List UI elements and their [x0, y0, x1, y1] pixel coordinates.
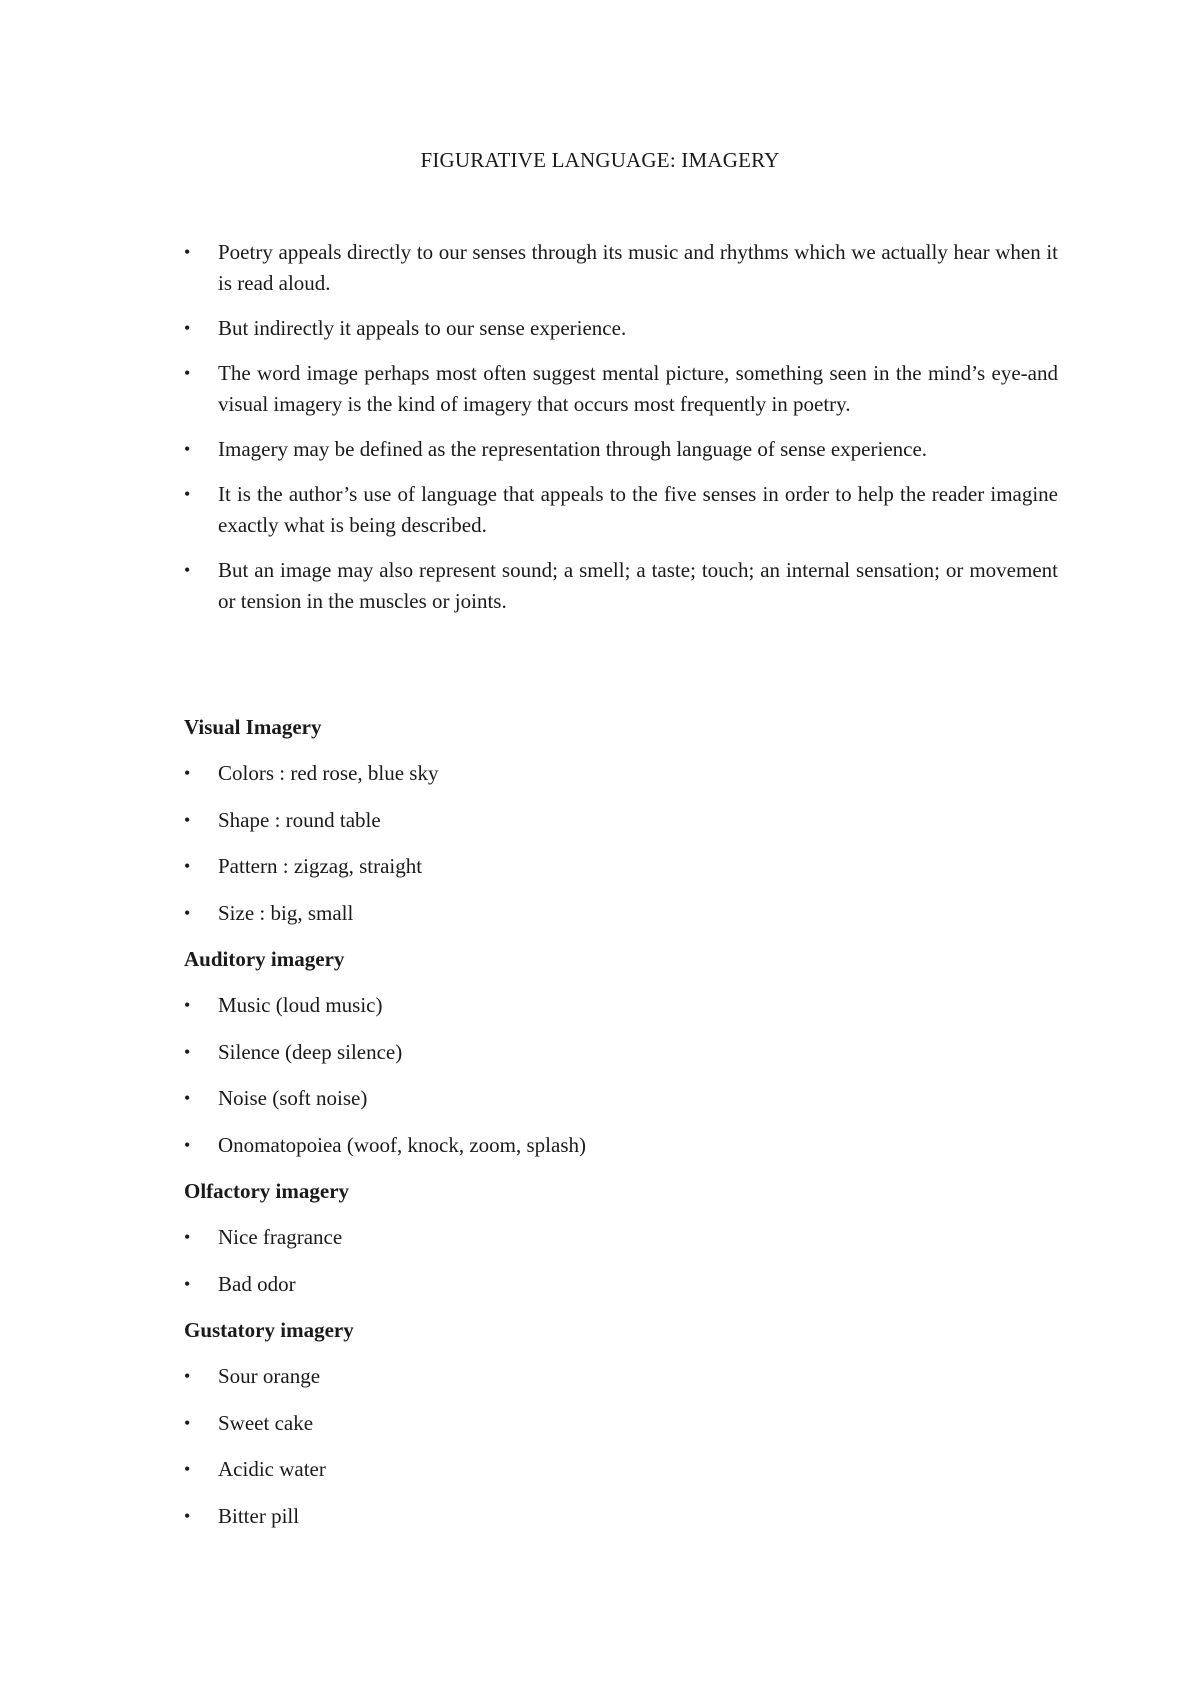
section-list-visual: [184, 758, 1058, 944]
list-item: [184, 898, 1058, 945]
list-item: [184, 1083, 1058, 1130]
list-item: [184, 758, 1058, 805]
list-item-text: Music (loud music): [218, 993, 383, 1017]
bullet: •: [184, 318, 191, 338]
intro-item-text: The word image perhaps most often suggest mental picture, something seen in the mind’s eye-and visual imagery is the kind of imagery that occurs most frequently in poetry.: [218, 361, 1058, 416]
list-item-text: Shape : round table: [218, 807, 381, 832]
list-item-text: Sweet cake: [218, 1410, 314, 1435]
list-item: [184, 851, 1058, 898]
section-heading-visual: Visual Imagery: [184, 715, 322, 739]
list-item-text: Onomatopoiea (woof, knock, zoom, splash): [218, 1132, 587, 1157]
list-item-text: Noise (soft noise): [218, 1086, 368, 1110]
list-item: [184, 1408, 1058, 1455]
section-list-gustatory: [184, 1361, 1058, 1547]
list-item: [184, 990, 1058, 1037]
bullet: •: [184, 995, 191, 1015]
bullet: •: [184, 1366, 191, 1386]
intro-list: [184, 237, 1058, 631]
bullet: •: [184, 560, 191, 580]
list-item: [184, 1361, 1058, 1408]
list-item: [184, 1454, 1058, 1501]
intro-item: [184, 555, 1058, 617]
intro-item: [184, 358, 1058, 420]
bullet: •: [184, 363, 191, 383]
intro-item-text: But an image may also represent sound; a smell; a taste; touch; an internal sensation; or movement or tension in the muscles or joints.: [218, 558, 1058, 613]
intro-item-text: It is the author’s use of language that appeals to the five senses in order to help the reader imagine exactly what is being described.: [218, 482, 1058, 537]
list-item-text: Acidic water: [218, 1457, 326, 1481]
intro-item-text: Poetry appeals directly to our senses through its music and rhythms which we actually hear when it is read aloud.: [218, 240, 1058, 295]
list-item-text: Size : big, small: [218, 900, 354, 925]
bullet: •: [184, 439, 191, 459]
imagery-sections: [184, 712, 1058, 1547]
bullet: •: [184, 1088, 191, 1108]
list-item: [184, 1269, 1058, 1316]
bullet: •: [184, 763, 191, 783]
bullet: •: [184, 902, 191, 923]
bullet: •: [184, 1227, 191, 1247]
list-item: [184, 1037, 1058, 1084]
list-item-text: Pattern : zigzag, straight: [218, 854, 423, 878]
list-item: [184, 1130, 1058, 1177]
section-heading-olfactory: Olfactory imagery: [184, 1179, 350, 1203]
section-heading-gustatory: Gustatory imagery: [184, 1318, 354, 1342]
list-item-text: Bitter pill: [218, 1503, 300, 1528]
bullet: •: [184, 1273, 191, 1294]
bullet: •: [184, 1041, 191, 1062]
intro-item-text: But indirectly it appeals to our sense experience.: [218, 316, 627, 340]
section-list-auditory: [184, 990, 1058, 1176]
section-list-olfactory: [184, 1222, 1058, 1315]
page-title: FIGURATIVE LANGUAGE: IMAGERY: [420, 148, 780, 172]
intro-item-text: Imagery may be defined as the representation through language of sense experience.: [218, 437, 928, 461]
list-item: [184, 805, 1058, 852]
bullet: •: [184, 809, 191, 830]
intro-item: [184, 434, 1058, 465]
list-item-text: Colors : red rose, blue sky: [218, 761, 439, 785]
bullet: •: [184, 1412, 191, 1433]
bullet: •: [184, 242, 191, 262]
list-item-text: Nice fragrance: [218, 1225, 343, 1249]
intro-item: [184, 237, 1058, 299]
bullet: •: [184, 1459, 191, 1479]
bullet: •: [184, 1505, 191, 1526]
intro-item: [184, 479, 1058, 541]
list-item-text: Sour orange: [218, 1364, 321, 1388]
intro-item: [184, 313, 1058, 344]
bullet: •: [184, 856, 191, 876]
section-heading-auditory: Auditory imagery: [184, 947, 345, 971]
list-item: [184, 1501, 1058, 1548]
list-item: [184, 1222, 1058, 1269]
list-item-text: Bad odor: [218, 1271, 296, 1296]
bullet: •: [184, 484, 191, 504]
bullet: •: [184, 1134, 191, 1155]
list-item-text: Silence (deep silence): [218, 1039, 403, 1064]
